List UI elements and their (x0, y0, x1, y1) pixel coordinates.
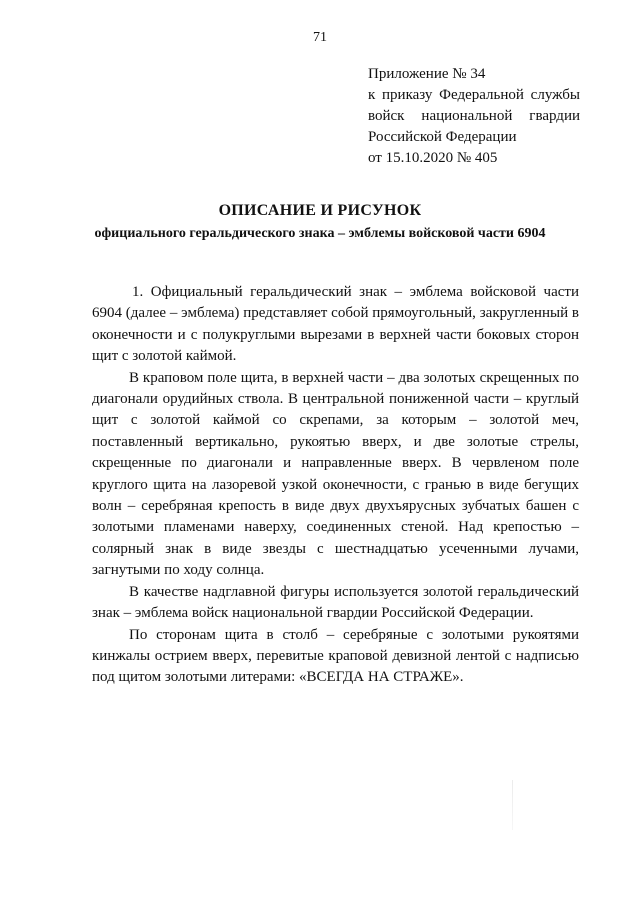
body-text (92, 282, 579, 689)
appendix-block (368, 64, 580, 169)
scan-artifact (512, 780, 513, 830)
paragraph: В краповом поле щита, в верхней части – два золотых скрещенных по диагонали орудийных ствола. В центральной пониженной части – круглый щит с золотой каймой со скрепами, за которым – золотой меч, поставленный вертикально, рукоятью вверх, и две золотые стрелы, скрещенные по диагонали и направленные вверх. В червленом поле круглого щита на лазоревой узкой оконечности, с гранью в виде бегущих волн – серебряная крепость в виде двух двухъярусных зубчатых башен с золотыми пламенами наверху, соединенных стеной. Над крепостью – солярный знак в виде звезды с шестнадцатью усеченными лучами, загнутыми по ходу солнца. (92, 369, 579, 579)
paragraph: В качестве надглавной фигуры используется золотой геральдический знак – эмблема войск национальной гвардии Российской Федерации. (92, 583, 579, 622)
paragraph: По сторонам щита в столб – серебряные с золотыми рукоятями кинжалы острием вверх, перевитые краповой девизной лентой с надписью под щитом золотыми литерами: «ВСЕГДА НА СТРАЖЕ». (92, 626, 579, 686)
paragraph: 1. Официальный геральдический знак – эмблема войсковой части 6904 (далее – эмблема) представляет собой прямоугольный, закругленный в оконечности и с полукруглыми вырезами в верхней части боковых сторон щит с золотой каймой. (92, 284, 579, 365)
page-number: 71 (313, 30, 327, 45)
appendix-line: Российской Федерации (368, 129, 517, 145)
appendix-line: войск национальной гвардии (368, 108, 580, 124)
appendix-line: к приказу Федеральной службы (368, 87, 580, 103)
document-title: ОПИСАНИЕ И РИСУНОК (218, 202, 422, 219)
appendix-line: Приложение № 34 (368, 66, 486, 82)
appendix-line: от 15.10.2020 № 405 (368, 150, 498, 166)
document-subtitle: официального геральдического знака – эмблемы войсковой части 6904 (94, 226, 546, 241)
